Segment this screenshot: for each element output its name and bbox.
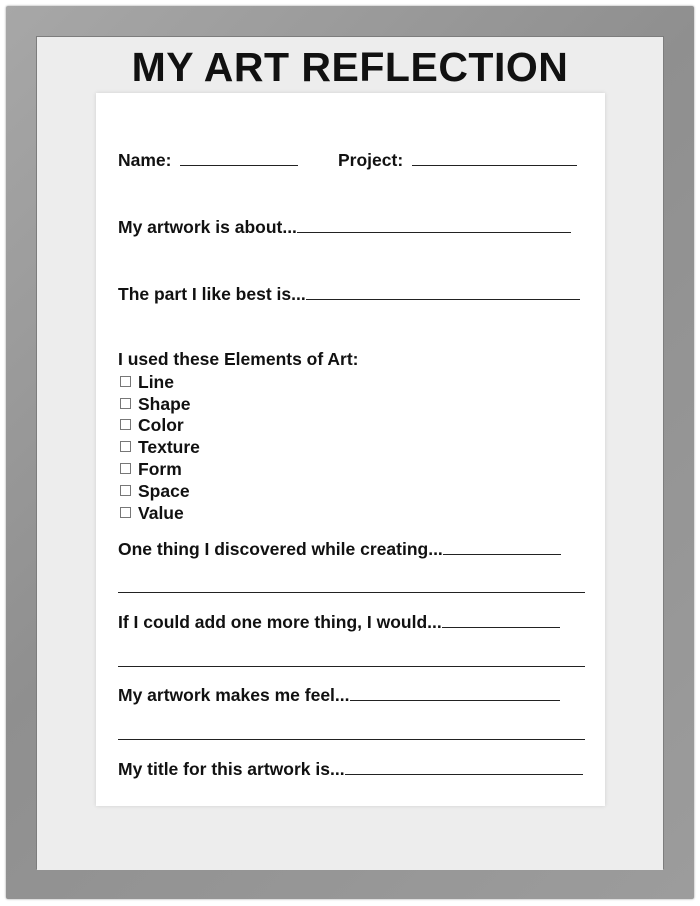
name-row (118, 150, 298, 171)
element-checkbox-color[interactable] (120, 415, 184, 436)
add-label: If I could add one more thing, I would... (118, 612, 442, 632)
like-row (118, 284, 580, 305)
element-checkbox-shape[interactable] (120, 394, 191, 415)
feel-extra-line[interactable] (118, 739, 585, 740)
add-blank[interactable] (442, 613, 560, 628)
artwork-title-row (118, 759, 583, 780)
element-label: Form (138, 459, 182, 479)
element-label: Shape (138, 394, 191, 414)
discovered-extra-line[interactable] (118, 592, 585, 593)
element-label: Color (138, 415, 184, 435)
checkbox-icon[interactable] (120, 376, 131, 387)
about-blank[interactable] (297, 218, 571, 233)
element-label: Texture (138, 437, 200, 457)
checkbox-icon[interactable] (120, 419, 131, 430)
element-label: Value (138, 503, 184, 523)
page-title: MY ART REFLECTION (131, 44, 569, 90)
about-row (118, 217, 571, 238)
element-checkbox-value[interactable] (120, 503, 184, 524)
element-checkbox-texture[interactable] (120, 437, 200, 458)
artwork-title-label: My title for this artwork is... (118, 759, 345, 779)
project-blank[interactable] (412, 151, 577, 166)
project-row (338, 150, 577, 171)
about-label: My artwork is about... (118, 217, 297, 237)
element-checkbox-space[interactable] (120, 481, 190, 502)
checkbox-icon[interactable] (120, 441, 131, 452)
checkbox-icon[interactable] (120, 485, 131, 496)
artwork-title-blank[interactable] (345, 760, 583, 775)
checkbox-icon[interactable] (120, 507, 131, 518)
add-extra-line[interactable] (118, 666, 585, 667)
checkbox-icon[interactable] (120, 398, 131, 409)
discovered-blank[interactable] (443, 540, 561, 555)
name-blank[interactable] (180, 151, 298, 166)
feel-row (118, 685, 560, 706)
like-label: The part I like best is... (118, 284, 306, 304)
elements-heading: I used these Elements of Art: (118, 349, 359, 369)
discovered-row (118, 539, 561, 560)
project-label: Project: (338, 150, 404, 170)
element-checkbox-line[interactable] (120, 372, 174, 393)
discovered-label: One thing I discovered while creating... (118, 539, 443, 559)
element-label: Line (138, 372, 174, 392)
name-label: Name: (118, 150, 172, 170)
like-blank[interactable] (306, 285, 580, 300)
feel-blank[interactable] (350, 686, 560, 701)
add-row (118, 612, 560, 633)
checkbox-icon[interactable] (120, 463, 131, 474)
element-label: Space (138, 481, 190, 501)
element-checkbox-form[interactable] (120, 459, 182, 480)
feel-label: My artwork makes me feel... (118, 685, 350, 705)
